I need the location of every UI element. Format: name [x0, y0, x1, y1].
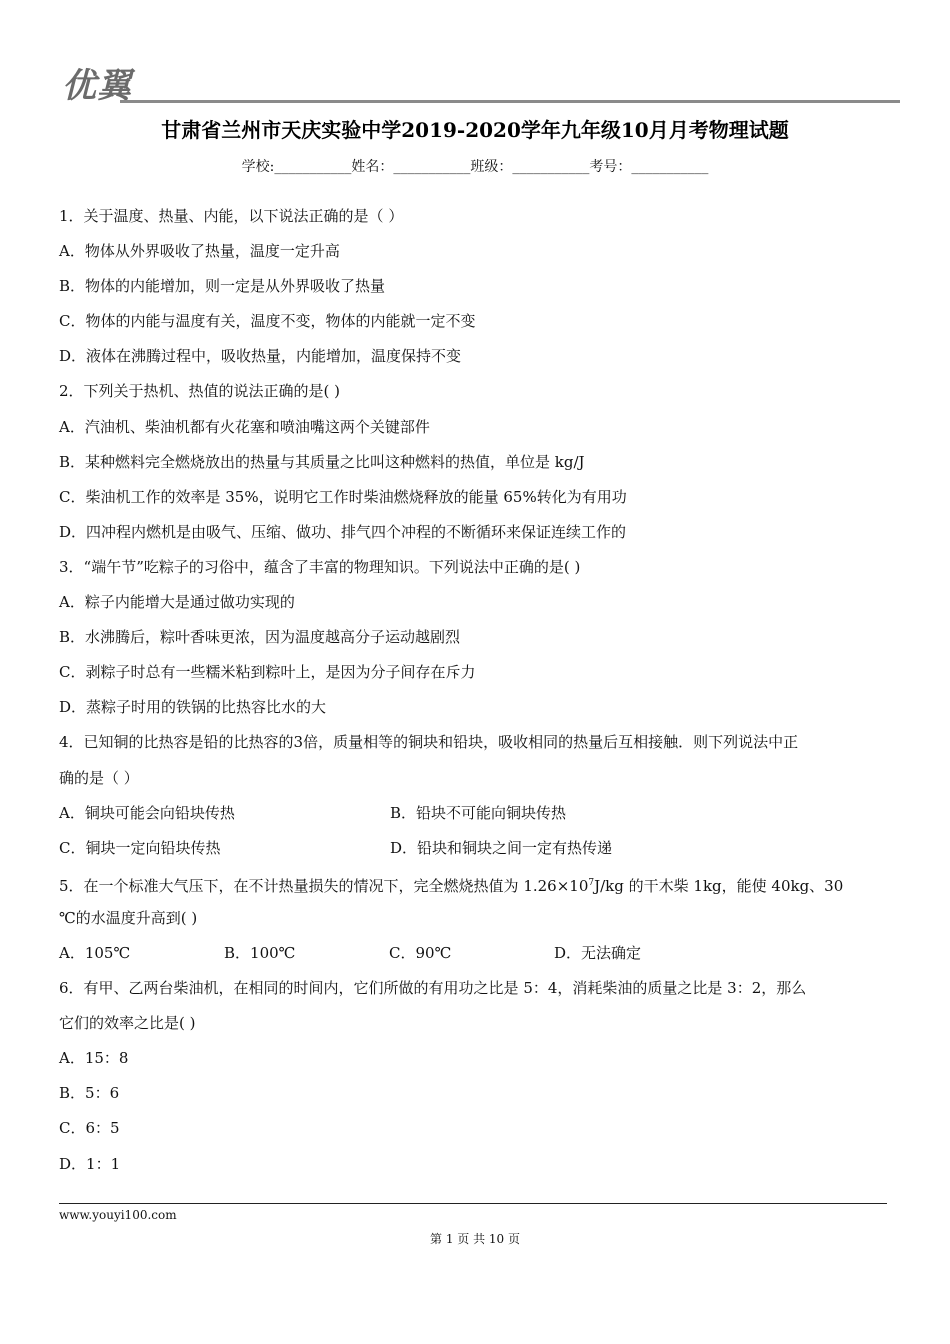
question-6-option-d: D．1：1: [59, 1154, 121, 1173]
question-5-stem-line-2: ℃的水温度升高到( ): [59, 908, 198, 927]
footer-divider: [59, 1203, 887, 1204]
question-1-option-a: A．物体从外界吸收了热量，温度一定升高: [59, 242, 340, 261]
question-5-option-d: D．无法确定: [554, 943, 642, 962]
question-4-stem-line-1: 4．已知铜的比热容是铅的比热容的3倍，质量相等的铜块和铅块，吸收相同的热量后互相接触．则下列说法中正: [59, 733, 799, 752]
question-3-option-d: D．蒸粽子时用的铁锅的比热容比水的大: [59, 698, 327, 717]
question-3-stem: 3．“端午节”吃粽子的习俗中，蕴含了丰富的物理知识。下列说法中正确的是( ): [59, 557, 581, 576]
question-1-option-c: C．物体的内能与温度有关，温度不变，物体的内能就一定不变: [59, 312, 476, 331]
question-5-exponent: 7: [588, 877, 595, 888]
question-3-option-b: B．水沸腾后，粽叶香味更浓，因为温度越高分子运动越剧烈: [59, 628, 461, 647]
question-4-option-b: B．铅块不可能向铜块传热: [390, 803, 567, 822]
question-5-stem-line-1: [59, 866, 889, 901]
question-list: [59, 199, 889, 1182]
question-2-option-b: B．某种燃料完全燃烧放出的热量与其质量之比叫这种燃料的热值，单位是 kg/J: [59, 452, 585, 471]
question-4-option-a: A．铜块可能会向铅块传热: [59, 803, 235, 822]
question-4-stem-line-2: 确的是（ ）: [59, 768, 139, 787]
question-6-option-b: B．5：6: [59, 1084, 120, 1103]
question-4-option-d: D．铅块和铜块之间一定有热传递: [390, 838, 613, 857]
question-1-option-d: D．液体在沸腾过程中，吸收热量，内能增加，温度保持不变: [59, 347, 462, 366]
question-2-stem: 2．下列关于热机、热值的说法正确的是( ): [59, 382, 341, 401]
page-number: 第 1 页 共 10 页: [430, 1232, 520, 1246]
page-title: 甘肃省兰州市天庆实验中学2019-2020学年九年级10月月考物理试题: [161, 118, 789, 142]
question-4-options-row-2: [59, 831, 889, 866]
question-4-options-row-1: [59, 796, 889, 831]
question-6-option-c: C．6：5: [59, 1119, 120, 1138]
question-5-stem-part-1: 5．在一个标准大气压下，在不计热量损失的情况下，完全燃烧热值为 1.26×10: [59, 876, 589, 895]
question-5-options-row: [59, 936, 889, 971]
question-6-stem-line-2: 它们的效率之比是( ): [59, 1014, 196, 1033]
question-4-option-c: C．铜块一定向铅块传热: [59, 838, 221, 857]
footer-url: www.youyi100.com: [59, 1208, 177, 1222]
question-5-stem-part-2: J/kg 的干木柴 1kg，能使 40kg、30: [594, 876, 844, 895]
question-5-option-b: B．100℃: [224, 943, 296, 962]
brand-logo: 优翼: [62, 66, 132, 106]
question-3-option-c: C．剥粽子时总有一些糯米粘到粽叶上，是因为分子间存在斥力: [59, 663, 476, 682]
question-5-option-a: A．105℃: [59, 943, 131, 962]
question-1-stem: 1．关于温度、热量、内能，以下说法正确的是（ ）: [59, 207, 404, 225]
question-2-option-d: D．四冲程内燃机是由吸气、压缩、做功、排气四个冲程的不断循环来保证连续工作的: [59, 522, 627, 541]
question-2-option-a: A．汽油机、柴油机都有火花塞和喷油嘴这两个关键部件: [59, 417, 430, 436]
question-1-option-b: B．物体的内能增加，则一定是从外界吸收了热量: [59, 277, 386, 296]
question-6-option-a: A．15：8: [59, 1049, 129, 1068]
question-2-option-c: C．柴油机工作的效率是 35%，说明它工作时柴油燃烧释放的能量 65%转化为有用功: [59, 487, 627, 506]
question-6-stem-line-1: 6．有甲、乙两台柴油机，在相同的时间内，它们所做的有用功之比是 5：4，消耗柴油的质量之比是 3：2，那么: [59, 979, 807, 998]
question-3-option-a: A．粽子内能增大是通过做功实现的: [59, 593, 295, 612]
student-info-line: 学校:___________姓名：___________班级：___________考号：___________: [241, 159, 709, 175]
question-5-option-c: C．90℃: [389, 943, 452, 962]
header-divider: [120, 100, 900, 103]
